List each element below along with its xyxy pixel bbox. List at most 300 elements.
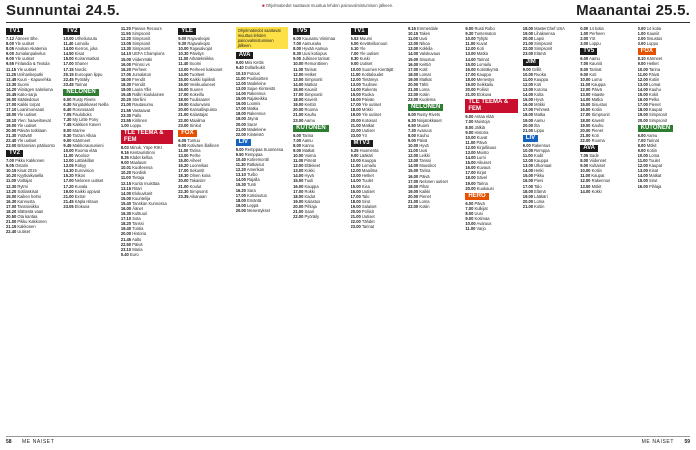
channel-header: TLE TEEMA & FEM (121, 130, 173, 144)
program-title: Hyvä (418, 142, 429, 148)
program-title: Nelonen uutiset (418, 178, 448, 184)
program-entry (580, 138, 632, 143)
program-title: Remppaa (243, 151, 263, 157)
program-entry (63, 82, 115, 87)
program-title: Kauhu (303, 112, 317, 118)
program-time: 2.00 (580, 36, 589, 42)
program-time: 19.00 (407, 76, 419, 82)
program-time: 21.00 (178, 183, 189, 189)
program-time: 17.00 (293, 188, 304, 194)
program-time: 9.00 (637, 147, 646, 153)
program-title: Kaikki oppivat (73, 188, 101, 194)
program-title: Kisa (360, 183, 370, 189)
program-time: 10.00 (465, 134, 476, 140)
program-time: 7.00 (350, 51, 359, 57)
program-title: Puolisoitten (245, 75, 269, 81)
program-title: Lääkäri (358, 152, 374, 158)
program-time: 7.00 (637, 137, 646, 143)
program-title: Suomen Kiertäjät (360, 66, 394, 72)
program-time: 6.30 (63, 102, 72, 108)
program-title: Loma (590, 76, 602, 82)
program-title: Loomis (245, 101, 261, 107)
program-time: 10.00 (63, 147, 74, 153)
program-title: Yle uutiset (13, 41, 35, 47)
program-title: Ääneen Bhe. (13, 36, 39, 41)
program-time: 11.00 (293, 158, 304, 164)
program-title: Yle uutiset (16, 122, 37, 128)
program-time: 12.00 (580, 86, 591, 92)
program-title: Viidenmäki (131, 56, 153, 62)
program-entry (638, 41, 690, 46)
program-title: Ystävät! (16, 132, 33, 138)
program-title: Lippu (533, 127, 545, 133)
program-title: Kokeillu (188, 92, 204, 98)
program-time: 12.00 (465, 144, 476, 150)
program-entry (178, 123, 230, 128)
program-title: Kadunvarsi (188, 102, 211, 108)
program-time: 22.50 (120, 241, 132, 247)
program-title: Historia (131, 231, 147, 237)
program-title: Tarinat (360, 224, 375, 230)
program-title: Sävel (475, 175, 488, 181)
program-title: Loanimonsaari (16, 107, 45, 113)
program-title: Yle uutiset (13, 56, 35, 62)
program-time: 11.00 (120, 175, 131, 181)
program-time: 13.00 (580, 92, 591, 98)
program-title: Amerikan (245, 167, 265, 173)
channel-header: TV1 (6, 28, 23, 35)
program-title: Sekuntit (188, 168, 205, 174)
program-title: Rakennus (530, 142, 551, 148)
program-title: Tarina (418, 168, 431, 174)
program-title: Mini Kettis (243, 60, 264, 66)
program-time: 15.00 (6, 193, 17, 199)
program-title: Hetket (360, 173, 374, 179)
highlight-note: Ohjelmatiedot saattavat muuttua lehden painovalmistumisen jälkeen. (236, 27, 288, 49)
program-title: Ulkomaat (533, 163, 552, 169)
program-title: Tanssi (131, 221, 144, 227)
program-title: Hetki (533, 168, 544, 174)
program-title: Anokan Akatemia (13, 46, 47, 52)
program-entry (121, 252, 173, 257)
program-time: 19.00 (63, 188, 74, 194)
program-time: 16.00 (637, 183, 648, 189)
program-title: Nordic (73, 66, 87, 72)
program-title: Hyvä (303, 173, 314, 179)
right-magazine-name: ME NAISET (641, 439, 674, 445)
program-time: 17.00 (120, 71, 132, 77)
program-title: Pyöräily (73, 76, 90, 82)
program-time: 22.00 (407, 204, 419, 210)
program-time: 19.00 (293, 102, 304, 108)
program-title: Kalastajat (188, 112, 208, 118)
program-time: 18.00 (120, 76, 132, 82)
program-time: 10.00 (350, 66, 361, 72)
program-title: Kentauristinni (128, 149, 155, 155)
program-time: 20.00 (6, 127, 17, 133)
program-entry (465, 186, 517, 191)
program-title: My Little Pony (71, 117, 99, 123)
program-title: Simpsonit (131, 41, 151, 47)
listing-column (236, 26, 288, 431)
program-time: 11.55 (120, 31, 131, 37)
program-title: Kulta (533, 92, 544, 98)
program-time: 16.20 (178, 163, 189, 169)
channel-header: TV1 (351, 28, 368, 35)
program-time: 11.00 (580, 173, 591, 179)
program-title: Perheen kaksoset (188, 66, 223, 72)
program-entry (638, 184, 690, 189)
program-title: Kotimaa (473, 216, 490, 221)
program-title: Päivä (475, 139, 487, 145)
program-title: Kadut (303, 193, 316, 199)
program-entry (236, 208, 288, 213)
program-time: 7.30 (407, 127, 416, 133)
channel-header: LIV (236, 139, 251, 146)
program-title: Rokki (303, 188, 315, 194)
program-time: 15.40 (120, 200, 132, 206)
program-title: Matka (475, 51, 488, 57)
program-time: 21.00 (120, 102, 132, 108)
program-title: Kiinteistö (245, 131, 264, 137)
program-time: 20.00 (407, 193, 419, 199)
program-title: Poliisit (475, 87, 489, 93)
program-time: 11.00 (178, 147, 189, 153)
program-time: 8.00 (63, 127, 72, 133)
right-day-heading: Maanantai 25.5. (576, 2, 690, 19)
program-time: 19.00 (235, 202, 246, 208)
program-title: Tanssi (418, 158, 431, 164)
program-time: 19.00 (407, 188, 419, 194)
program-time: 6.00 (465, 200, 474, 206)
program-title: Sotilaskisat (16, 188, 39, 194)
program-time: 18.00 (465, 175, 476, 181)
program-time: 9.00 (637, 61, 646, 67)
program-title: Hyvää Aamua (301, 46, 328, 52)
program-time: 21.00 (407, 199, 419, 204)
program-time: 14.00 (235, 177, 246, 183)
program-title: Yle uutiset (16, 112, 37, 118)
program-time: 8.30 (63, 132, 72, 138)
program-title: Tarina (188, 147, 201, 153)
program-title: Päivän tutkitaan (16, 127, 47, 133)
program-time: 10.00 (350, 158, 361, 164)
program-time: 12.00 (293, 163, 304, 169)
program-time: 7.30 (63, 117, 72, 123)
program-time: 11.00 (637, 71, 648, 77)
program-title: Simpsonit (303, 92, 323, 98)
program-time: 13.05 (63, 163, 74, 169)
program-title: Emmerdale (415, 26, 438, 31)
program-time: 15.00 (178, 76, 189, 82)
program-time: 9.00 (350, 61, 359, 67)
program-title: Pelko (647, 97, 660, 103)
program-time: 18.00 (293, 193, 304, 199)
program-title: Euroopan lippu (73, 71, 103, 77)
program-title: Voima (303, 152, 316, 158)
program-title: Aamu (303, 117, 315, 123)
program-title: Uusi (473, 210, 483, 216)
program-time: 9.00 (465, 26, 474, 31)
program-title: Leppä (245, 202, 259, 208)
program-time: 16.00 (637, 97, 648, 103)
program-time: 9.00 (293, 56, 302, 62)
program-title: Yle uutiset (16, 66, 37, 72)
program-time: 18.00 (522, 26, 534, 31)
program-entry (351, 133, 403, 138)
program-time: 1.00 (120, 122, 129, 128)
program-time: 16.00 (350, 188, 361, 194)
program-title: Uusi (417, 36, 428, 42)
program-title: Finlandia & Textula (13, 61, 50, 67)
program-time: 21.00 (522, 41, 534, 47)
channel-header: FOX (178, 130, 196, 137)
program-title: Britannian pääluonto (16, 142, 55, 148)
program-entry (408, 204, 460, 209)
program-time: 22.00 (350, 219, 361, 225)
program-title: Viiniägen saiteluma (16, 86, 53, 92)
program-time: 16.00 (522, 178, 534, 184)
program-title: Keittiö (303, 102, 316, 108)
program-title: Kaikki torpat (16, 102, 40, 108)
program-title: Seikkailu (475, 82, 494, 88)
program-time: 22.30 (178, 188, 189, 194)
program-title: Viidennet (588, 158, 607, 164)
program-time: 7.45 (63, 122, 72, 128)
program-entry (63, 204, 115, 209)
program-title: Extra! (73, 193, 86, 199)
program-title: Kaupat (647, 163, 663, 169)
program-title: Kevätviikonuuri (358, 41, 388, 47)
program-title: Kuolleensa (131, 165, 153, 171)
program-title: Sisustus (418, 56, 435, 62)
channel-header: YLE (178, 28, 196, 35)
program-time: 17.00 (350, 102, 361, 108)
program-time: 5.53 (350, 36, 359, 41)
program-time: 10.00 (465, 36, 476, 42)
program-time: 11.15 (6, 66, 17, 72)
program-title: Tuulinen (360, 81, 378, 87)
program-title: UEFA Champions (131, 51, 165, 57)
program-time: 16.00 (178, 86, 189, 92)
program-title: Varjo (475, 226, 486, 232)
program-title: Simpsonit (303, 76, 323, 82)
program-time: 0.40 (120, 251, 129, 257)
program-time: 9.00 (63, 137, 72, 143)
listing-column (408, 26, 460, 431)
program-title: Kotitaloudet (360, 71, 384, 77)
program-title: Kauppa (533, 158, 549, 164)
program-title: Euro (128, 251, 139, 257)
listing-column (580, 26, 632, 431)
program-time: 6.00 (407, 112, 416, 118)
listing-column (523, 26, 575, 431)
channel-header: HERO (465, 193, 488, 200)
program-time: 13.00 (178, 152, 189, 158)
program-time: 6.00 (580, 56, 589, 62)
program-time: 19.00 (522, 193, 534, 199)
program-title: Madeleine (245, 80, 266, 86)
program-time: 9.00 (522, 142, 531, 148)
program-time: 9.16 (120, 149, 129, 155)
program-time: 13.05 (120, 41, 132, 47)
program-title: Kotiin (645, 147, 657, 153)
listing-column (6, 26, 58, 431)
program-title: Päivä (415, 137, 428, 143)
program-title: Loppu (128, 122, 142, 128)
program-time: 8.00 (407, 132, 416, 138)
program-time: 22.00 (178, 117, 189, 123)
program-time: 13.10 (235, 172, 246, 178)
program-title: Kotoisat (360, 117, 377, 123)
program-title: Muistoja (473, 119, 490, 125)
program-title: Kotisisutus (245, 192, 267, 198)
program-time: 13.00 (465, 149, 476, 155)
program-time: 9.00 (6, 51, 14, 57)
program-title: Kaupat (647, 107, 663, 113)
program-time: 10.15 (407, 31, 419, 37)
program-time: 11.00 (6, 178, 17, 184)
program-title: Muusikot (418, 163, 436, 169)
program-time: 20.00 (350, 117, 361, 123)
program-time: 17.00 (63, 178, 74, 184)
program-time: 13.00 (350, 81, 361, 87)
program-title: Loma (418, 199, 430, 204)
program-title: Tuulet (360, 178, 374, 184)
program-title: Muisto (475, 149, 489, 155)
program-title: Vesikuuluneet (188, 81, 216, 87)
program-time: 10.40 (235, 156, 246, 162)
program-title: Kaikki lopiiksti (188, 76, 216, 82)
program-title: Pienet (647, 102, 661, 108)
program-time: 21.55 (120, 107, 132, 113)
program-title: Voittajat (16, 178, 32, 184)
program-title: Tarinat (588, 66, 602, 72)
program-title: Rusty Rivets (71, 96, 96, 102)
channel-header: TV2 (63, 28, 80, 35)
program-time: 14.00 (350, 86, 361, 92)
channel-header: JIM (523, 59, 539, 66)
program-time: 7.05 (63, 112, 72, 118)
program-time: 8.00 (293, 142, 302, 148)
program-time: 9.30 (178, 41, 187, 47)
program-title: Matkat (301, 147, 315, 153)
program-time: 20.00 (235, 121, 246, 127)
program-time: 18.00 (522, 112, 534, 118)
program-title: Hetket (303, 71, 317, 77)
program-title: Simpsonit (647, 117, 668, 123)
program-title: Eurovision (73, 168, 94, 174)
listing-column (178, 26, 230, 431)
program-title: Kaiken helmi (16, 193, 41, 199)
program-title: Ylen: haaveitsevat (16, 117, 51, 123)
program-time: 10.00 (522, 71, 534, 77)
program-time: 10.00 (63, 36, 74, 41)
program-time: 16.00 (120, 61, 132, 67)
program-time: 20.00 (235, 207, 246, 213)
program-title: MasterChef USA (533, 26, 565, 31)
program-title: Tyhjät (475, 36, 488, 42)
program-time: 9.00 (580, 163, 589, 169)
program-title: Kotit (418, 66, 428, 72)
program-time: 20.00 (178, 107, 189, 113)
program-title: Kakkonen (16, 224, 36, 230)
program-title: Ilta (533, 122, 540, 128)
program-time: 17.00 (178, 92, 189, 98)
program-time: 1.00 (637, 31, 646, 37)
program-entry (121, 123, 173, 128)
program-time: 19.00 (178, 102, 189, 108)
program-time: 15.00 (120, 56, 132, 62)
program-time: 14.00 (637, 173, 648, 179)
program-time: 16.00 (120, 206, 132, 211)
program-time: 16.00 (235, 101, 246, 107)
program-time: 8.00 (293, 46, 302, 52)
program-time: 9.00 (465, 216, 474, 221)
program-time: 18.20 (120, 221, 132, 227)
program-title: 14 kotia (588, 26, 604, 31)
program-title: Pienet (418, 193, 431, 199)
program-entry (6, 143, 58, 148)
program-time: 7.00 (465, 119, 474, 125)
program-time: 16.30 (6, 198, 17, 204)
program-title: Rakennus (245, 111, 266, 117)
program-time: 11.00 (522, 152, 533, 158)
program-time: 17.00 (235, 192, 246, 198)
program-title: Tarina (647, 66, 661, 72)
program-title: Kyytkaikvaella (16, 173, 44, 179)
program-title: Aalto (131, 236, 142, 242)
program-title: Emäntä (245, 197, 262, 203)
program-time: 14.00 (637, 86, 648, 92)
program-time: 21.00 (235, 126, 246, 132)
program-entry (293, 118, 345, 123)
program-time: 12.00 (235, 80, 246, 86)
program-title: Matka (590, 97, 603, 103)
program-time: 6.10 (350, 46, 359, 52)
program-time: 21.00 (465, 92, 476, 98)
program-title: Suuren (188, 86, 203, 92)
program-time: 15.45 (6, 92, 17, 98)
program-title: Rytmi (16, 183, 28, 189)
program-time: 17.00 (6, 102, 17, 108)
program-time: 6.00 (637, 132, 646, 138)
program-time: 18.00 (407, 183, 419, 189)
program-time: 10.30 (178, 51, 189, 57)
program-title: Jumalaton (131, 71, 152, 77)
program-title: Käpla Hitaus (73, 198, 99, 204)
program-title: Elämä (533, 188, 546, 194)
program-title: Rajakeikka (245, 96, 268, 102)
program-time: 15.00 (120, 195, 132, 201)
program-time: 11.00 (407, 148, 418, 154)
program-time: 20.00 (465, 185, 476, 191)
program-time: 6.50 (407, 122, 416, 128)
program-title: Kultaiset (588, 163, 606, 169)
program-title: Kaikki (418, 188, 431, 194)
program-time: 0.00 (637, 26, 646, 31)
program-title: Elokuva (73, 203, 90, 209)
program-time: 14.00 (235, 90, 246, 96)
program-title: Kuvala (73, 183, 88, 189)
channel-header: AVA (236, 52, 254, 59)
program-title: Sade (588, 152, 599, 158)
program-time: 20.00 (407, 82, 419, 88)
program-time: 17.10 (6, 107, 17, 113)
listing-column (351, 26, 403, 431)
channel-header: KUTONEN (638, 125, 674, 132)
program-title: Rooma (303, 107, 318, 113)
